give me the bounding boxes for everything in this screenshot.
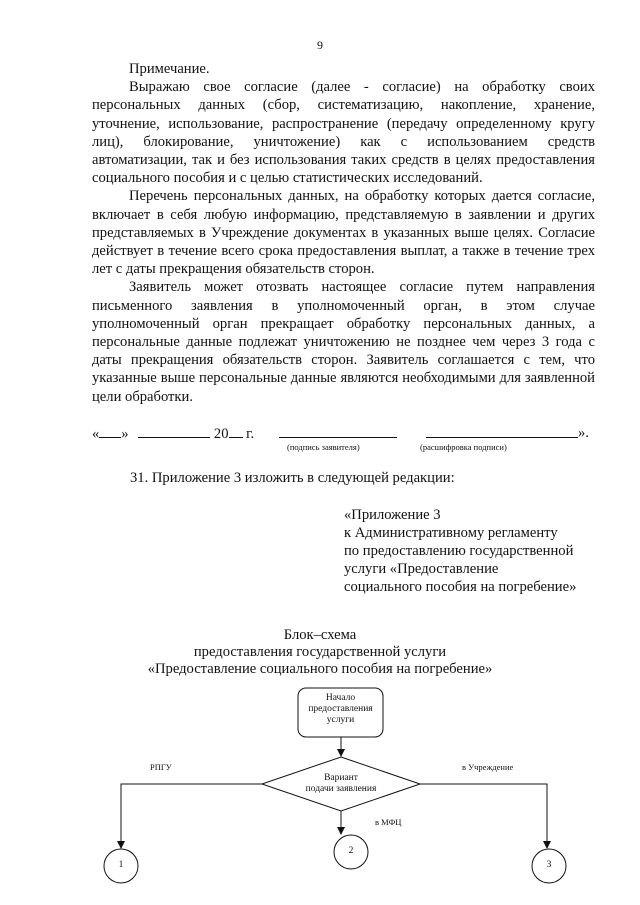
appendix-line: к Административному регламенту — [344, 525, 558, 541]
start-line: Начало — [325, 693, 356, 703]
connector-3-label: 3 — [546, 860, 552, 870]
arrow-left-branch — [121, 784, 262, 848]
flowchart-title-2: предоставления государственной услуги — [193, 644, 447, 660]
connector-2-label: 2 — [348, 846, 354, 856]
page-number: 9 — [317, 38, 323, 52]
item-31: 31. Приложение 3 изложить в следующей редакции: — [130, 470, 455, 486]
closing-quote: ». — [578, 425, 589, 441]
note-heading: Примечание. — [129, 61, 210, 77]
signature-caption: (подпись заявителя) — [287, 442, 360, 452]
arrow-right-branch — [420, 784, 547, 848]
start-line: предоставления — [308, 704, 373, 714]
note-paragraph-2: Перечень персональных данных, на обработку которых дается согласие, включает в себя любую информацию, представляемую в заявлении и других представляемых в Учреждение документах в указанных выше целях. Согласие действует в течение всего срока предоставления выплат, а также в течение трех лет с даты прекращения обязательств сторон. — [92, 188, 595, 278]
start-box-text — [298, 693, 383, 726]
appendix-line: «Приложение 3 — [344, 507, 441, 523]
appendix-line: по предоставлению государственной — [344, 543, 574, 559]
note-paragraph-3: Заявитель может отозвать настоящее согласие путем направления письменного заявления в уполномоченный орган, в этом случае уполномоченный орган прекращает обработку персональных данных, а персональные данные подлежат уничтожению не позднее чем через 3 года с даты прекращения обязательств сторон. Заявитель соглашается с тем, что указанные выше персональные данные являются необходимыми для заявленной цели обработки. — [92, 279, 595, 405]
start-line: услуги — [326, 715, 355, 725]
connector-1-label: 1 — [118, 860, 124, 870]
year-prefix: 20 — [213, 426, 229, 442]
flowchart-title-1: Блок–схема — [283, 627, 357, 643]
appendix-line: социального пособия на погребение» — [344, 579, 577, 595]
close-quote: » — [121, 426, 129, 442]
flowchart-title-3: «Предоставление социального пособия на погребение» — [147, 661, 493, 677]
decision-text — [276, 773, 406, 795]
open-quote: « — [92, 426, 100, 442]
note-paragraph-1: Выражаю свое согласие (далее - согласие) на обработку своих персональных данных (сбор, систематизацию, накопление, хранение, уточнение, использование, распространение (передачу определенному кругу лиц), блокирование, уничтожение) как с использованием средств автоматизации, так и без использования таких средств в целях предоставления социального пособия и с целью статистических исследований. — [92, 79, 595, 187]
decision-line: подачи заявления — [305, 784, 377, 794]
branch-label-mfc: в МФЦ — [375, 817, 402, 827]
year-suffix: г. — [246, 426, 255, 442]
decode-caption: (расшифровка подписи) — [420, 442, 507, 452]
branch-label-institution: в Учреждение — [462, 762, 514, 772]
appendix-line: услуги «Предоставление — [344, 561, 499, 577]
decision-line: Вариант — [324, 773, 358, 783]
branch-label-rpgu: РПГУ — [150, 762, 172, 772]
